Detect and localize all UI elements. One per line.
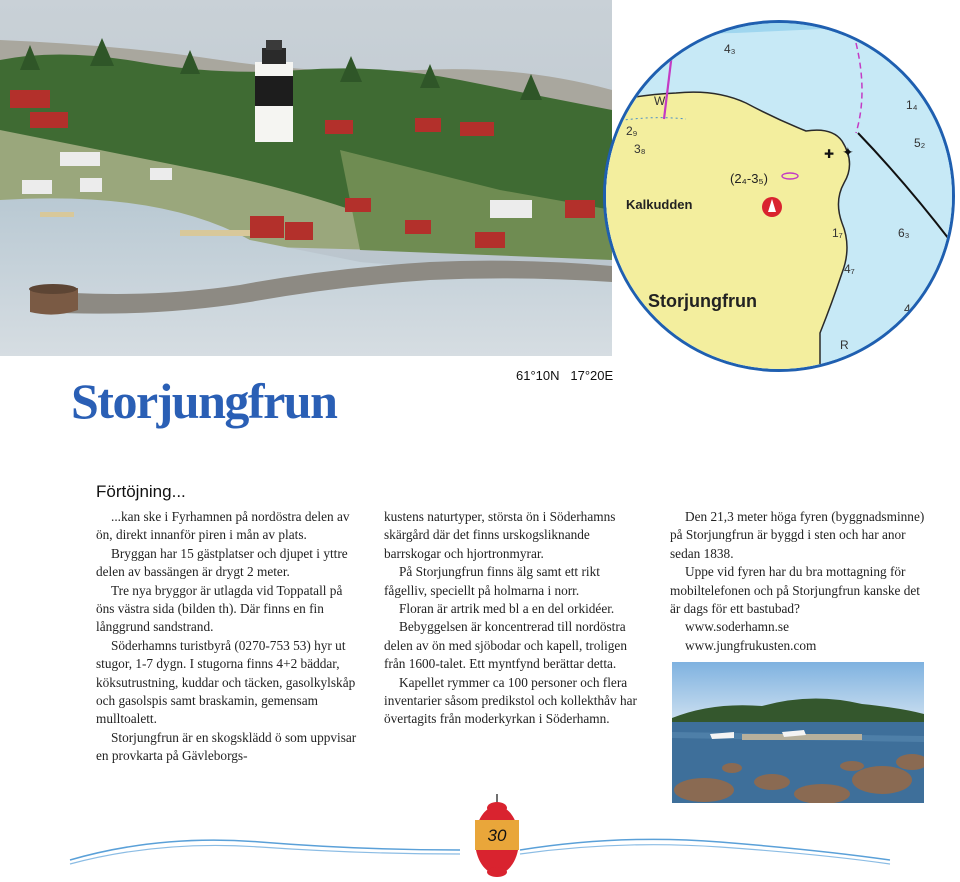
anchorage-depth-label: (2₄-3₅) xyxy=(730,171,768,186)
paragraph: ...kan ske i Fyrhamnen på nordöstra delen av ön, direkt innanför piren i mån av plats. xyxy=(96,509,350,543)
link-jungfrukusten[interactable]: www.jungfrukusten.com xyxy=(685,637,817,653)
section-heading: Förtöjning... xyxy=(96,482,186,501)
paragraph: Bebyggelsen är koncentrerad till nordöstra delen av ön med sjöbodar och kapell, troligen från 1600-talet. Ett myntfynd berättar detta. xyxy=(384,619,627,672)
paragraph: Bryggan har 15 gästplatser och djupet i yttre delen av bassängen är drygt 2 meter. xyxy=(96,545,348,580)
paragraph: Uppe vid fyren har du bra mottagning för mobiltelefonen och på Storjungfrun kanske det är dags för ett bastubad? xyxy=(670,564,920,617)
depth-label: 4₇ xyxy=(844,262,855,276)
nautical-chart-inset xyxy=(603,20,955,372)
text-column-2 xyxy=(384,508,646,729)
depth-label: 4₃ xyxy=(724,42,736,56)
latitude: 61°10N xyxy=(516,368,560,383)
depth-label: 5₂ xyxy=(914,136,926,150)
depth-label: 1₇ xyxy=(832,226,843,240)
svg-text:✚: ✚ xyxy=(824,147,835,161)
paragraph: kustens naturtyper, största ön i Söderhamns skärgård där det finns urskogsliknande barrskogar och hjortronmyrar. xyxy=(384,509,616,561)
paragraph: Storjungfrun är en skogsklädd ö som uppvisar en provkarta på Gävleborgs- xyxy=(96,729,357,764)
longitude: 17°20E xyxy=(570,368,614,383)
text-column-3 xyxy=(670,508,932,655)
harbour-photo xyxy=(0,0,612,356)
map-island-label: Storjungfrun xyxy=(648,291,757,311)
depth-label: 1₄ xyxy=(906,98,918,112)
page-title: Storjungfrun xyxy=(71,373,337,429)
text-column-1 xyxy=(96,508,358,766)
coordinates xyxy=(516,368,613,383)
jetty-photo xyxy=(672,662,924,803)
paragraph: Floran är artrik med bl a en del orkidéer. xyxy=(399,601,615,617)
svg-text:✦: ✦ xyxy=(842,145,854,161)
depth-label: W xyxy=(654,94,666,108)
depth-label: R xyxy=(840,338,849,352)
depth-label: 2₉ xyxy=(626,124,638,138)
depth-label: 3₈ xyxy=(634,142,646,156)
page-number: 30 xyxy=(487,826,507,845)
map-place-label: Kalkudden xyxy=(626,197,693,212)
depth-label: 6₃ xyxy=(898,226,910,240)
paragraph: Kapellet rymmer ca 100 personer och flera inventarier såsom predikstol och kollekthåv har övertagits från moderkyrkan i Söderhamn. xyxy=(384,674,637,727)
depth-label: 4 xyxy=(904,302,911,316)
link-soderhamn[interactable]: www.soderhamn.se xyxy=(685,619,790,635)
paragraph: Den 21,3 meter höga fyren (byggnadsminne) på Storjungfrun är byggd i sten och har anor sedan 1838. xyxy=(670,509,925,561)
paragraph: På Storjungfrun finns älg samt ett rikt fågelliv, speciellt på holmarna i norr. xyxy=(384,564,600,598)
paragraph: Söderhamns turistbyrå (0270-753 53) hyr ut stugor, 1-7 dygn. I stugorna finns 4+2 bäddar, köksutrustning, kuddar och täcken, gasolkylskåp och gasolspis samt braskamin, gemensam mulltoalett. xyxy=(96,637,356,727)
paragraph: Tre nya bryggor är utlagda vid Toppatall på öns västra sida (bilden th). Där finns en fin långgrund sandstrand. xyxy=(96,582,343,635)
